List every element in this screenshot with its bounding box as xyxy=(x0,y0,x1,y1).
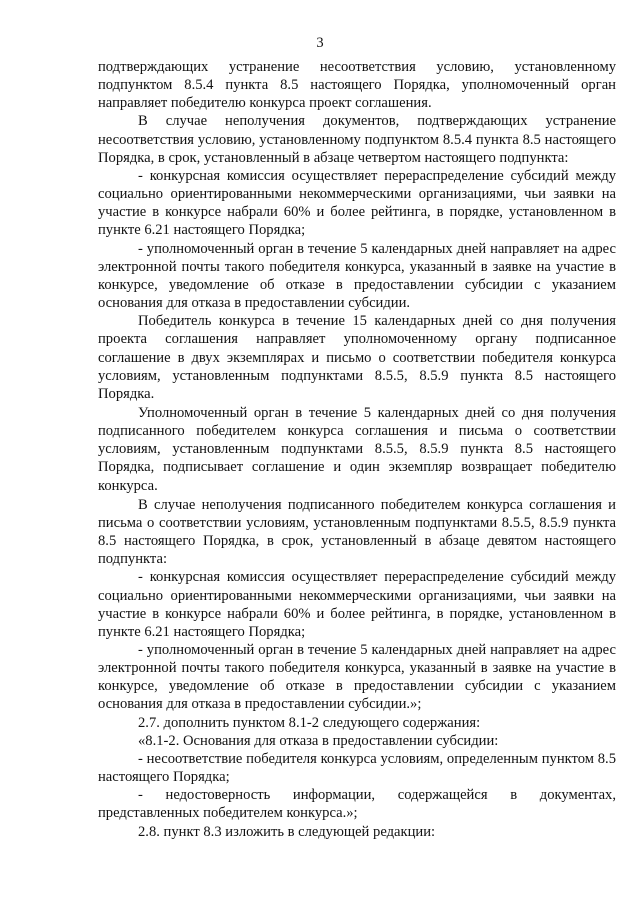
paragraph: В случае неполучения документов, подтверждающих устранение несоответствия условию, установленному подпунктом 8.5.4 пункта 8.5 настоящего Порядка, в срок, установленный в абзаце четвертом настоящего подпункта: xyxy=(98,113,616,166)
paragraph: В случае неполучения подписанного победителем конкурса соглашения и письма о соответствии условиям, установленным подпунктами 8.5.5, 8.5.9 пункта 8.5 настоящего Порядка, в срок, установленный в абзаце девятом настоящего подпункта: xyxy=(98,496,616,568)
list-item: - недостоверность информации, содержащейся в документах, представленных победителем конкурса.»; xyxy=(98,787,616,822)
quoted-clause-heading: «8.1-2. Основания для отказа в предоставлении субсидии: xyxy=(138,732,499,749)
amendment-item: 2.8. пункт 8.3 изложить в следующей редакции: xyxy=(138,823,436,840)
paragraph: Победитель конкурса в течение 15 календарных дней со дня получения проекта соглашения направляет уполномоченному органу подписанное соглашение в двух экземплярах и письмо о соответствии победителя конкурса условиям, установленным подпунктами 8.5.5, 8.5.9 пункта 8.5 настоящего Порядка. xyxy=(98,313,616,402)
list-item: - уполномоченный орган в течение 5 календарных дней направляет на адрес электронной почты такого победителя конкурса, указанный в заявке на участие в конкурсе, уведомление об отказе в предоставлении субсидии с указанием основания для отказа в предоставлении субсидии.»; xyxy=(98,642,616,713)
document-body xyxy=(98,58,616,841)
paragraph: подтверждающих устранение несоответствия условию, установленному подпунктом 8.5.4 пункта 8.5 настоящего Порядка, уполномоченный орган направляет победителю конкурса проект соглашения. xyxy=(98,59,616,112)
amendment-item: 2.7. дополнить пунктом 8.1-2 следующего содержания: xyxy=(138,714,481,731)
list-item: - конкурсная комиссия осуществляет перераспределение субсидий между социально ориентированными некоммерческими организациями, чьи заявки на участие в конкурсе набрали 60% и более рейтинга, в порядке, установленном в пункте 6.21 настоящего Порядка; xyxy=(98,569,616,640)
page-number: 3 xyxy=(316,35,324,51)
list-item: - конкурсная комиссия осуществляет перераспределение субсидий между социально ориентированными некоммерческими организациями, чьи заявки на участие в конкурсе набрали 60% и более рейтинга, в порядке, установленном в пункте 6.21 настоящего Порядка; xyxy=(98,167,616,239)
list-item: - уполномоченный орган в течение 5 календарных дней направляет на адрес электронной почты такого победителя конкурса, указанный в заявке на участие в конкурсе, уведомление об отказе в предоставлении субсидии с указанием основания для отказа в предоставлении субсидии. xyxy=(98,240,616,312)
list-item: - несоответствие победителя конкурса условиям, определенным пунктом 8.5 настоящего Порядка; xyxy=(98,750,616,786)
paragraph: Уполномоченный орган в течение 5 календарных дней со дня получения подписанного победителем конкурса соглашения и письма о соответствии условиям, установленным подпунктами 8.5.5, 8.5.9 пункта 8.5 настоящего Порядка, подписывает соглашение и один экземпляр возвращает победителю конкурса. xyxy=(98,404,616,494)
